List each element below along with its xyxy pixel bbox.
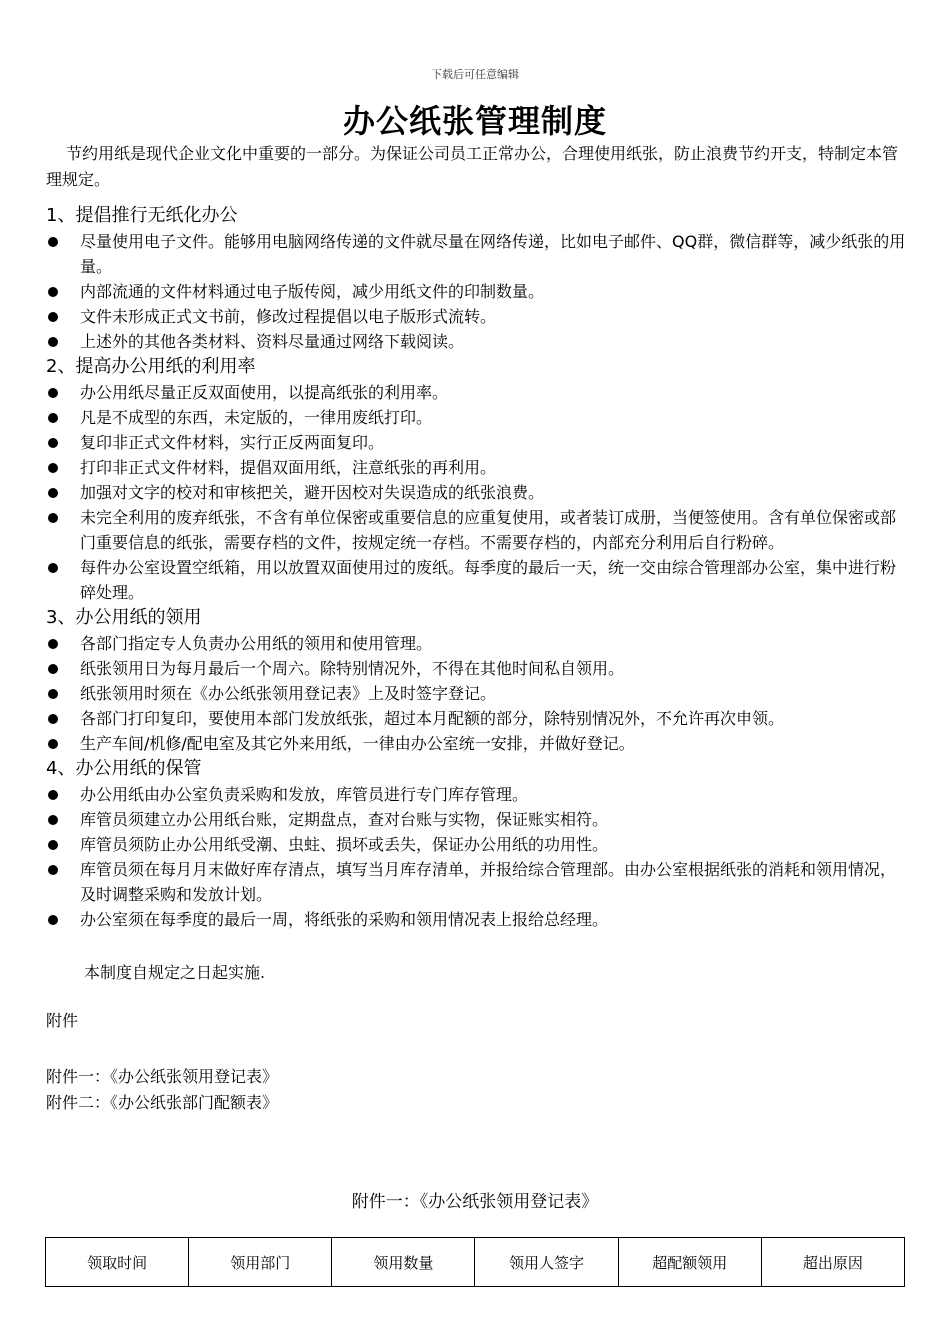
- list-item: 办公用纸尽量正反双面使用，以提高纸张的利用率。: [46, 380, 908, 405]
- list-item: 纸张领用日为每月最后一个周六。除特别情况外，不得在其他时间私自领用。: [46, 656, 908, 681]
- section-4: [46, 756, 908, 932]
- bullet-icon: [48, 413, 58, 423]
- bullet-icon: [48, 563, 58, 573]
- section-heading: 4、办公用纸的保管: [46, 758, 202, 779]
- list-item: 尽量使用电子文件。能够用电脑网络传递的文件就尽量在网络传递，比如电子邮件、QQ群，微信群等，减少纸张的用量。: [46, 229, 908, 279]
- list-item: 加强对文字的校对和审核把关，避开因校对失误造成的纸张浪费。: [46, 480, 908, 505]
- table-header-cell: 领用数量: [332, 1238, 475, 1287]
- list-item: 内部流通的文件材料通过电子版传阅，减少用纸文件的印制数量。: [46, 279, 908, 304]
- bullet-icon: [48, 337, 58, 347]
- bullet-icon: [48, 237, 58, 247]
- list-item: 打印非正式文件材料，提倡双面用纸，注意纸张的再利用。: [46, 455, 908, 480]
- table-header-cell: 领用人签字: [475, 1238, 618, 1287]
- attachments-label: 附件: [46, 1011, 79, 1030]
- section-heading: 3、办公用纸的领用: [46, 607, 202, 628]
- bullet-icon: [48, 840, 58, 850]
- attachment-item: 附件二：《办公纸张部门配额表》: [46, 1093, 279, 1112]
- closing-statement: 本制度自规定之日起实施.: [84, 963, 266, 982]
- list-item: 办公用纸由办公室负责采购和发放，库管员进行专门库存管理。: [46, 782, 908, 807]
- bullet-icon: [48, 915, 58, 925]
- bullet-icon: [48, 664, 58, 674]
- bullet-icon: [48, 815, 58, 825]
- registration-table: [45, 1237, 905, 1287]
- list-item: 复印非正式文件材料，实行正反两面复印。: [46, 430, 908, 455]
- list-item: 每件办公室设置空纸箱，用以放置双面使用过的废纸。每季度的最后一天，统一交由综合管理部办公室，集中进行粉碎处理。: [46, 555, 908, 605]
- bullet-icon: [48, 287, 58, 297]
- watermark-text: 下载后可任意编辑: [431, 68, 519, 81]
- bullet-icon: [48, 388, 58, 398]
- table-header-cell: 领用部门: [189, 1238, 332, 1287]
- bullet-icon: [48, 790, 58, 800]
- bullet-list: [46, 631, 908, 756]
- section-1: [46, 203, 908, 354]
- attachments-list: [46, 1064, 908, 1116]
- bullet-icon: [48, 463, 58, 473]
- bullet-icon: [48, 689, 58, 699]
- list-item: 纸张领用时须在《办公纸张领用登记表》上及时签字登记。: [46, 681, 908, 706]
- document-title: 办公纸张管理制度: [342, 102, 607, 140]
- list-item: 办公室须在每季度的最后一周，将纸张的采购和领用情况表上报给总经理。: [46, 907, 908, 932]
- table-header-cell: 超出原因: [761, 1238, 904, 1287]
- list-item: 库管员须建立办公用纸台账，定期盘点，查对台账与实物，保证账实相符。: [46, 807, 908, 832]
- bullet-list: [46, 229, 908, 354]
- bullet-icon: [48, 312, 58, 322]
- table-header-cell: 超配额领用: [618, 1238, 761, 1287]
- bullet-icon: [48, 639, 58, 649]
- bullet-icon: [48, 488, 58, 498]
- attachment-item: 附件一：《办公纸张领用登记表》: [46, 1067, 279, 1086]
- bullet-icon: [48, 513, 58, 523]
- section-heading: 1、提倡推行无纸化办公: [46, 205, 238, 226]
- list-item: 生产车间/机修/配电室及其它外来用纸，一律由办公室统一安排，并做好登记。: [46, 731, 908, 756]
- list-item: 库管员须防止办公用纸受潮、虫蛀、损坏或丢失，保证办公用纸的功用性。: [46, 832, 908, 857]
- intro-paragraph: 节约用纸是现代企业文化中重要的一部分。为保证公司员工正常办公，合理使用纸张，防止浪费节约开支，特制定本管理规定。: [46, 144, 899, 189]
- list-item: 库管员须在每月月末做好库存清点，填写当月库存清单，并报给综合管理部。由办公室根据纸张的消耗和领用情况，及时调整采购和发放计划。: [46, 857, 908, 907]
- section-2: [46, 354, 908, 605]
- bullet-list: [46, 380, 908, 605]
- bullet-icon: [48, 739, 58, 749]
- table-header-row: [46, 1238, 905, 1287]
- list-item: 各部门打印复印，要使用本部门发放纸张，超过本月配额的部分，除特别情况外，不允许再次申领。: [46, 706, 908, 731]
- list-item: 上述外的其他各类材料、资料尽量通过网络下载阅读。: [46, 329, 908, 354]
- table-header-cell: 领取时间: [46, 1238, 189, 1287]
- table-title: 附件一：《办公纸张领用登记表》: [351, 1192, 599, 1212]
- list-item: 凡是不成型的东西，未定版的，一律用废纸打印。: [46, 405, 908, 430]
- document-body: [46, 141, 908, 1116]
- list-item: 各部门指定专人负责办公用纸的领用和使用管理。: [46, 631, 908, 656]
- section-heading: 2、提高办公用纸的利用率: [46, 356, 256, 377]
- list-item: 未完全利用的废弃纸张，不含有单位保密或重要信息的应重复使用，或者装订成册，当便签使用。含有单位保密或部门重要信息的纸张，需要存档的文件，按规定统一存档。不需要存档的，内部充分利用后自行粉碎。: [46, 505, 908, 555]
- bullet-icon: [48, 865, 58, 875]
- bullet-icon: [48, 438, 58, 448]
- list-item: 文件未形成正式文书前，修改过程提倡以电子版形式流转。: [46, 304, 908, 329]
- section-3: [46, 605, 908, 756]
- bullet-list: [46, 782, 908, 932]
- bullet-icon: [48, 714, 58, 724]
